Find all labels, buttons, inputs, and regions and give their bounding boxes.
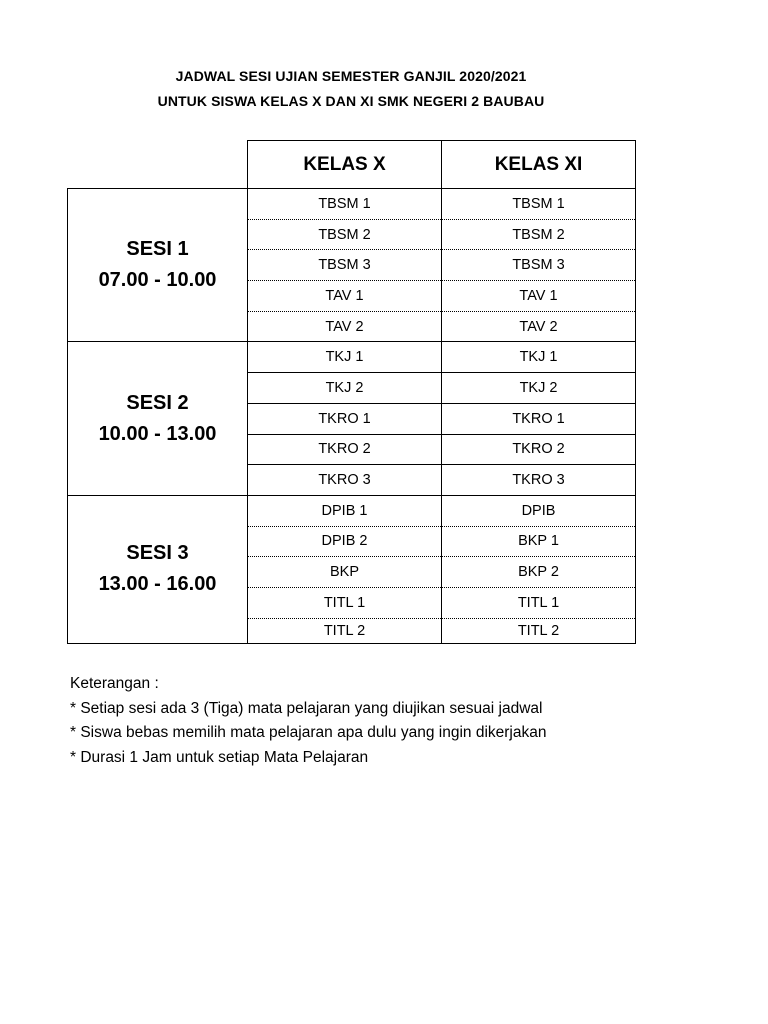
- class-x-cell: DPIB 2: [248, 526, 442, 557]
- class-xi-cell: TKJ 2: [442, 373, 636, 404]
- session-cell-1: [68, 189, 248, 342]
- class-x-cell: DPIB 1: [248, 495, 442, 526]
- session-name: SESI 2: [126, 391, 189, 414]
- notes-section: [70, 672, 546, 770]
- class-xi-cell: BKP 1: [442, 526, 636, 557]
- session-name: SESI 3: [126, 542, 189, 565]
- note-item: * Setiap sesi ada 3 (Tiga) mata pelajaran yang diujikan sesuai jadwal: [70, 699, 543, 717]
- class-x-cell: TKRO 3: [248, 465, 442, 496]
- class-xi-cell: TKJ 1: [442, 342, 636, 373]
- class-x-cell: TKRO 2: [248, 434, 442, 465]
- class-xi-cell: TBSM 3: [442, 250, 636, 281]
- session-time: 13.00 - 16.00: [98, 573, 217, 596]
- session-name: SESI 1: [126, 238, 189, 261]
- class-xi-cell: TKRO 1: [442, 403, 636, 434]
- column-header-kelas-xi: KELAS XI: [442, 141, 636, 189]
- table-corner: [68, 141, 248, 189]
- class-x-cell: TKJ 2: [248, 373, 442, 404]
- document-subtitle: UNTUK SISWA KELAS X DAN XI SMK NEGERI 2 BAUBAU: [157, 93, 545, 109]
- session-cell-3: [68, 495, 248, 643]
- class-xi-cell: TITL 1: [442, 587, 636, 618]
- note-item: * Siswa bebas memilih mata pelajaran apa dulu yang ingin dikerjakan: [70, 724, 547, 741]
- table-row: [68, 495, 636, 526]
- schedule-table: [67, 140, 636, 644]
- class-xi-cell: DPIB: [442, 495, 636, 526]
- class-x-cell: BKP: [248, 557, 442, 588]
- document-title: JADWAL SESI UJIAN SEMESTER GANJIL 2020/2021: [175, 68, 527, 84]
- class-x-cell: TBSM 3: [248, 250, 442, 281]
- note-item: * Durasi 1 Jam untuk setiap Mata Pelajaran: [70, 748, 369, 766]
- column-header-kelas-x: KELAS X: [248, 141, 442, 189]
- class-x-cell: TITL 2: [248, 618, 442, 643]
- class-x-cell: TKRO 1: [248, 403, 442, 434]
- class-xi-cell: BKP 2: [442, 557, 636, 588]
- notes-heading: Keterangan :: [70, 675, 159, 692]
- class-xi-cell: TBSM 1: [442, 189, 636, 220]
- class-xi-cell: TAV 2: [442, 311, 636, 342]
- class-x-cell: TBSM 1: [248, 189, 442, 220]
- class-x-cell: TBSM 2: [248, 219, 442, 250]
- class-xi-cell: TKRO 3: [442, 465, 636, 496]
- table-header-row: [68, 141, 636, 189]
- table-row: [68, 189, 636, 220]
- table-row: [68, 342, 636, 373]
- class-x-cell: TAV 1: [248, 281, 442, 312]
- class-x-cell: TAV 2: [248, 311, 442, 342]
- session-time: 07.00 - 10.00: [98, 269, 217, 292]
- session-time: 10.00 - 13.00: [98, 422, 217, 445]
- class-x-cell: TKJ 1: [248, 342, 442, 373]
- class-x-cell: TITL 1: [248, 587, 442, 618]
- class-xi-cell: TITL 2: [442, 618, 636, 643]
- class-xi-cell: TBSM 2: [442, 219, 636, 250]
- class-xi-cell: TKRO 2: [442, 434, 636, 465]
- session-cell-2: [68, 342, 248, 495]
- class-xi-cell: TAV 1: [442, 281, 636, 312]
